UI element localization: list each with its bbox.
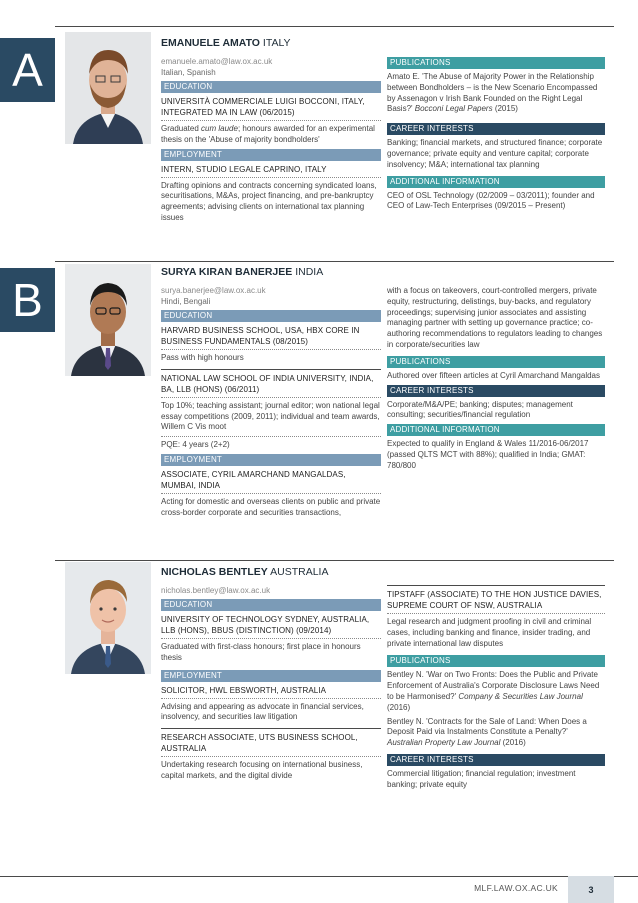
career-interests-heading: CAREER INTERESTS (387, 754, 605, 766)
section-letter: B (0, 268, 55, 332)
additional-info-heading: ADDITIONAL INFORMATION (387, 176, 605, 188)
education-institution: UNIVERSITY OF TECHNOLOGY SYDNEY, AUSTRALIA, LLB (HONS), BBUS (DISTINCTION) (09/2014) (161, 614, 381, 639)
education-institution: NATIONAL LAW SCHOOL OF INDIA UNIVERSITY, INDIA, BA, LLB (HONS) (06/2011) (161, 369, 381, 398)
education-detail: Top 10%; teaching assistant; journal editor; won national legal essay competitions (2009, 2011); individual and team awards, Willem C Vis moot (161, 400, 380, 432)
name-text: EMANUELE AMATO (161, 37, 260, 49)
person-name (161, 37, 381, 50)
employment-role: INTERN, STUDIO LEGALE CAPRINO, ITALY (161, 164, 381, 178)
left-column (161, 266, 381, 522)
section-letter: A (0, 38, 55, 102)
additional-info: CEO of OSL Technology (02/2009 – 03/2011); founder and CEO of Law-Tech Enterprises (09/2015 – Present) (387, 190, 595, 211)
employment-detail: Drafting opinions and contracts concerning syndicated loans, securitisations, M&As, project financing, and pre-bankruptcy agreements; advising clients on international tax planning issues (161, 180, 377, 222)
publications-heading: PUBLICATIONS (387, 655, 605, 667)
right-column (387, 54, 605, 215)
publication-item: Amato E. 'The Abuse of Majority Power in the Relationship between Bondholders – is the New Scenario Encompassed by Assenagon v Irish Bank Founded on the Right Legal Basis?' Bocconi Legal Papers (2015) (387, 72, 598, 114)
education-detail: Graduated with first-class honours; first place in honours thesis (161, 642, 361, 662)
page-number: 3 (568, 876, 614, 903)
left-column (161, 37, 381, 227)
additional-info: Expected to qualify in England & Wales 11/2016-06/2017 (passed QLTS MCT with 88%); qualified in India; GMAT: 780/800 (387, 439, 589, 470)
languages: Italian, Spanish (161, 68, 216, 77)
right-column (387, 286, 605, 475)
pqe: PQE: 4 years (2+2) (161, 436, 381, 451)
name-text: NICHOLAS BENTLEY (161, 566, 268, 578)
page-footer (0, 876, 638, 903)
footer-site-link[interactable]: MLF.LAW.OX.AC.UK (474, 883, 558, 893)
country-text: AUSTRALIA (270, 566, 329, 578)
employment-detail: Advising and appearing as advocate in financial services, insolvency, and securities law litigation (161, 701, 364, 722)
publication-item: Authored over fifteen articles at Cyril Amarchand Mangaldas (387, 370, 600, 380)
left-column (161, 566, 381, 785)
publication-item: Bentley N. 'War on Two Fronts: Does the Public and Private Enforcement of Australia's Corporate Disclosure Laws Need to be Harmonised?' Company & Securities Law Journal (2016) (387, 670, 600, 712)
publications-heading: PUBLICATIONS (387, 356, 605, 368)
divider (55, 261, 614, 262)
person-name (161, 566, 381, 579)
name-text: SURYA KIRAN BANERJEE (161, 266, 293, 278)
employment-heading: EMPLOYMENT (161, 149, 381, 161)
email-link[interactable]: emanuele.amato@law.ox.ac.uk (161, 57, 273, 66)
publications-heading: PUBLICATIONS (387, 57, 605, 69)
profile-photo (65, 32, 151, 144)
divider (55, 26, 614, 27)
education-heading: EDUCATION (161, 81, 381, 93)
employment-role: RESEARCH ASSOCIATE, UTS BUSINESS SCHOOL, AUSTRALIA (161, 728, 381, 757)
profile-photo (65, 562, 151, 674)
career-interests: Commercial litigation; financial regulation; investment banking; private equity (387, 768, 576, 789)
employment-role: TIPSTAFF (ASSOCIATE) TO THE HON JUSTICE DAVIES, SUPREME COURT OF NSW, AUSTRALIA (387, 585, 605, 614)
additional-info-heading: ADDITIONAL INFORMATION (387, 424, 605, 436)
employment-detail-continued: with a focus on takeovers, court-controlled mergers, private equity, restructuring, delistings, buy-backs, and regulatory proceedings; supervising junior associates and assisting managing partner with setting up governance practice; co-authoring recommendations to regulators leading to changes in corporate/securities law (387, 286, 603, 349)
education-institution: HARVARD BUSINESS SCHOOL, USA, HBX CORE IN BUSINESS FUNDAMENTALS (08/2015) (161, 325, 381, 350)
education-detail: Pass with high honours (161, 353, 244, 362)
email-link[interactable]: surya.banerjee@law.ox.ac.uk (161, 286, 266, 295)
employment-heading: EMPLOYMENT (161, 670, 381, 682)
country-text: ITALY (262, 37, 291, 49)
publication-item: Bentley N. 'Contracts for the Sale of Land: When Does a Deposit Paid via Instalments Constitute a Penalty?' Australian Property Law Journal (2016) (387, 716, 587, 748)
employment-heading: EMPLOYMENT (161, 454, 381, 466)
education-detail: Graduated cum laude; honours awarded for an experimental thesis on the 'Abuse of majority bondholders' (161, 124, 375, 144)
career-interests: Corporate/M&A/PE; banking; disputes; management consulting; securities/financial regulation (387, 399, 573, 420)
education-heading: EDUCATION (161, 599, 381, 611)
profile-photo (65, 264, 151, 376)
right-column (387, 580, 605, 794)
divider (55, 560, 614, 561)
languages: Hindi, Bengali (161, 297, 211, 306)
employment-detail: Acting for domestic and overseas clients on public and private cross-border corporate and securities transactions, (161, 496, 381, 517)
footer-divider (0, 876, 638, 877)
employment-detail: Undertaking research focusing on international business, capital markets, and the digital divide (161, 760, 363, 780)
education-institution: UNIVERSITÀ COMMERCIALE LUIGI BOCCONI, ITALY, INTEGRATED MA IN LAW (06/2015) (161, 96, 381, 121)
education-heading: EDUCATION (161, 310, 381, 322)
country-text: INDIA (295, 266, 324, 278)
employment-detail: Legal research and judgment proofing in civil and criminal cases, including banking and finance, insider trading, and private international law disputes (387, 617, 592, 648)
career-interests: Banking; financial markets, and structured finance; corporate governance; private equity and venture capital; corporate insolvency; M&A; international tax planning (387, 138, 603, 169)
employment-role: ASSOCIATE, CYRIL AMARCHAND MANGALDAS, MUMBAI, INDIA (161, 469, 381, 494)
career-interests-heading: CAREER INTERESTS (387, 123, 605, 135)
career-interests-heading: CAREER INTERESTS (387, 385, 605, 397)
person-name (161, 266, 381, 279)
email-link[interactable]: nicholas.bentley@law.ox.ac.uk (161, 586, 271, 595)
employment-role: SOLICITOR, HWL EBSWORTH, AUSTRALIA (161, 685, 381, 699)
